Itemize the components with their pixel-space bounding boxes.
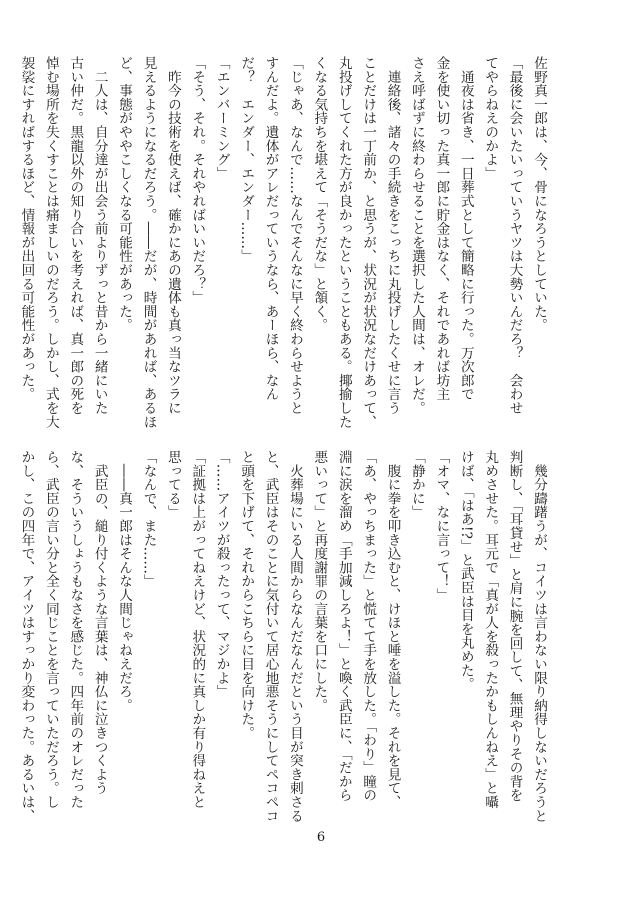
text-line: 丸めさせた。耳元で「真が人を殺ったかもしんねえ」と囁 — [482, 450, 499, 809]
text-line: 金を使い切った真一郎に貯金はなく、それであれば坊主 — [433, 56, 450, 401]
text-line: 通夜は省き、一日葬式として簡略に行った。万次郎で — [457, 56, 474, 401]
text-line: 見えるようになるだろう。――だが、時間があれば、あるほ — [140, 56, 157, 429]
text-line: 幾分躊躇うが、コイツは言わない限り納得しないだろうと — [531, 450, 547, 823]
text-line: だ？ エンダー、エンダー……」 — [238, 56, 255, 263]
text-line: 「証拠は上がってねえけど、状況的に真しか有り得ねえと — [189, 450, 206, 809]
text-line: 「オマ、なに言って！」 — [433, 450, 450, 602]
text-line: 「なんで、また……」 — [140, 450, 157, 588]
upper-text-block — [18, 56, 551, 429]
text-line: 「……アイツが殺ったって、マジかよ」 — [213, 450, 230, 699]
lower-text-block — [18, 450, 551, 823]
text-line: てやらねえのかよ」 — [482, 56, 499, 181]
text-line: 「エンバーミング」 — [213, 56, 230, 181]
text-line: 「そう、それ。それやればいいだろ？」 — [189, 56, 206, 305]
text-line: 丸投げしてくれた方が良かったということもある。揶揄した — [335, 56, 352, 429]
text-line: 淵に涙を溜め「手加減しろよ！」と喚く武臣に、「だから — [335, 450, 352, 802]
text-line: 火葬場にいる人間からなんだなんだという目が突き刺さる — [286, 450, 303, 823]
text-line: かし、この四年で、アイツはすっかり変わった。あるいは、 — [18, 450, 35, 823]
text-line: ら、武臣の言い分と全く同じことを言っていただろう。し — [42, 450, 59, 809]
text-line: 「静かに」 — [408, 450, 425, 519]
text-line: 武臣の、縋り付くような言葉は、神仏に泣きつくよう — [91, 450, 108, 795]
text-line: と頭を下げて、それからこちらに目を向けた。 — [238, 450, 255, 740]
text-line: ど、事態がややこしくなる可能性があった。 — [116, 56, 133, 332]
text-line: ことだけは一丁前か、と思うが、状況が状況なだけあって、 — [360, 56, 377, 429]
text-line: 思ってる」 — [164, 450, 181, 519]
text-line: な、そういうしょうもなさを感じた。四年前のオレだった — [67, 450, 84, 809]
text-line: けば、「はあ!?」と武臣は目を丸めた。 — [457, 450, 474, 691]
text-line: くなる気持ちを堪えて「そうだな」と頷く。 — [311, 56, 328, 332]
text-line: 腹に拳を叩き込むと、けほと唾を溢した。それを見て、 — [384, 450, 401, 809]
text-line: 悼む場所を失くすことは痛ましいのだろう。しかし、式を大 — [42, 56, 59, 429]
text-line: 判断し、「耳貸せ」と肩に腕を回して、無理やりその背を — [506, 450, 523, 802]
text-line: 袈裟にすればするほど、情報が出回る可能性があった。 — [18, 56, 35, 401]
text-line: と、武臣はそのことに気付いて居心地悪そうにしてペコペコ — [262, 450, 279, 823]
text-line: 悪いって」と再度謝罪の言葉を口にした。 — [311, 450, 328, 713]
text-line: すんだよ。遺体がアレだっていうなら、あーほら、なん — [262, 56, 279, 401]
text-line: 「最後に会いたいっていうヤツは大勢いんだろ？ 会わせ — [506, 56, 523, 415]
text-line: 古い仲だ。黒龍以外の知り合いを考えれば、真一郎の死を — [67, 56, 84, 415]
text-line: 二人は、自分達が出会う前よりずっと昔から一緒にいた — [91, 56, 108, 415]
text-line: さえ呼ばずに終わらせることを選択した人間は、オレだ。 — [408, 56, 425, 415]
text-line: 「じゃあ、なんで……なんでそんなに早く終わらせようと — [286, 56, 303, 415]
text-line: 佐野真一郎は、今、骨になろうとしていた。 — [531, 56, 547, 332]
text-line: 昨今の技術を使えば、確かにあの遺体も真っ当なツラに — [164, 56, 181, 415]
page-number: 6 — [316, 830, 326, 845]
text-line: ――真一郎はそんな人間じゃねえだろ。 — [116, 450, 133, 713]
text-line: 「あ、やっちまった」と慌てて手を放した。「わり」瞳の — [360, 450, 377, 802]
text-line: 連絡後、諸々の手続きをこっちに丸投げしたくせに言う — [384, 56, 401, 415]
